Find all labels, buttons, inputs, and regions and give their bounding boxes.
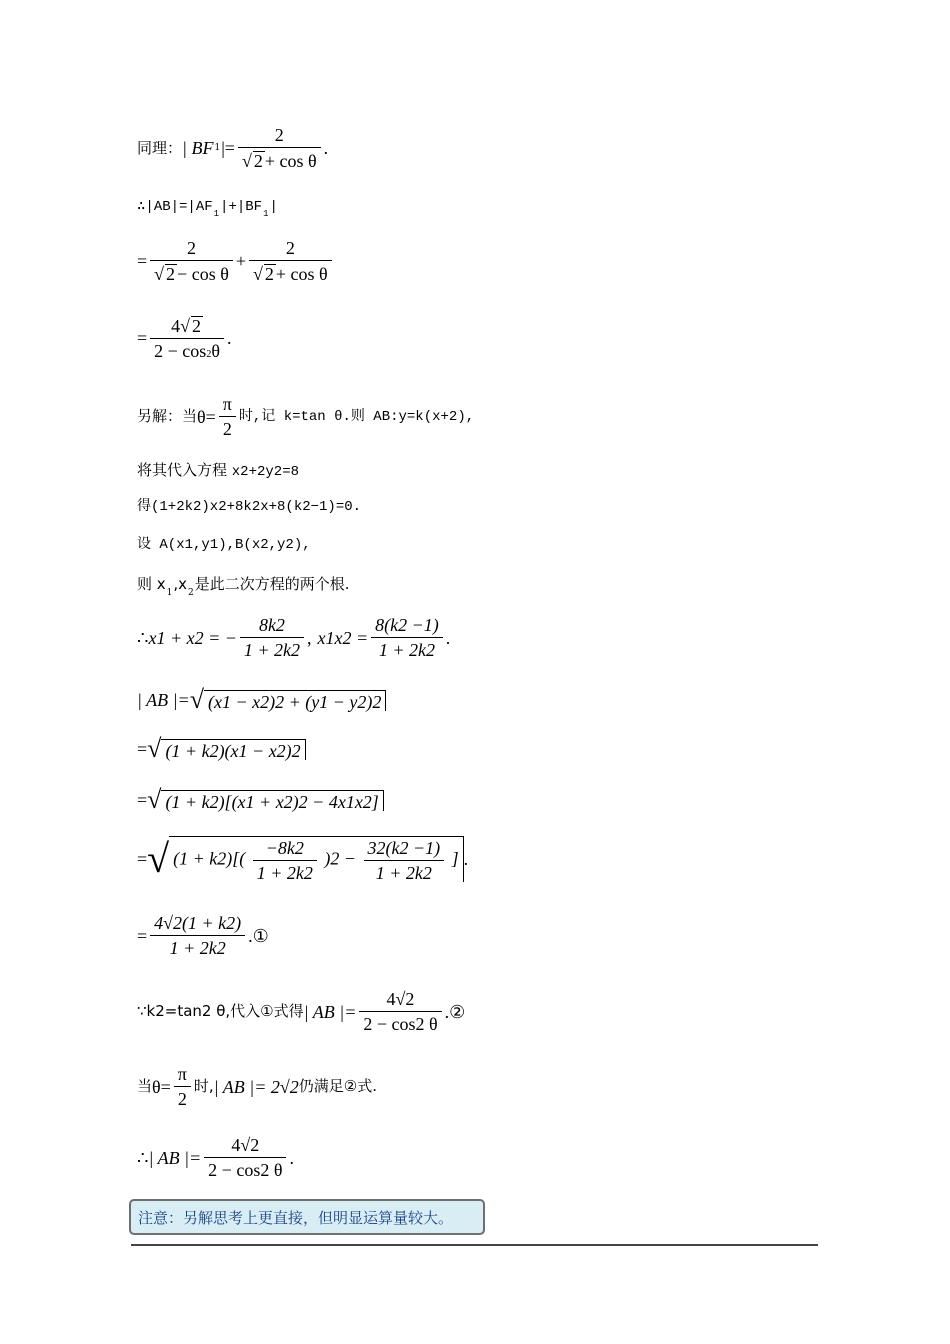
equals: =	[160, 1076, 171, 1097]
text: 是此二次方程的两个根.	[194, 575, 350, 593]
radicand: (x1 − x2)2 + (y1 − y2)2	[204, 690, 386, 711]
lhs: | AB |=	[148, 1147, 202, 1168]
equals: =	[205, 406, 216, 427]
numerator: 32(k2 −1)	[367, 838, 441, 858]
denominator: 2 − cos2 θ	[359, 1011, 441, 1033]
period: .	[323, 138, 329, 158]
numerator: π	[222, 394, 232, 414]
points-line: 设 A(x1,y1),B(x2,y2),	[137, 537, 311, 553]
period: .	[463, 849, 469, 869]
numerator: 2	[186, 238, 196, 258]
text: ∴|AB|=|AF	[137, 199, 213, 215]
text: |	[269, 199, 278, 215]
radicand	[169, 836, 464, 882]
equals: |=	[221, 138, 235, 158]
product: x1x2 =	[317, 627, 369, 648]
fraction	[359, 990, 441, 1033]
fraction	[371, 616, 443, 659]
numerator: 4√2	[386, 989, 415, 1009]
text: ∵k2=tan2 θ,代入①式得	[137, 1002, 304, 1020]
den-rest: + cos θ	[264, 151, 317, 171]
period: .	[226, 328, 232, 348]
sub: 1	[166, 588, 173, 598]
result-2	[137, 990, 465, 1033]
final-result	[137, 1136, 294, 1179]
special-case	[137, 1065, 377, 1108]
den-a: 2 − cos	[154, 341, 207, 361]
result-1	[137, 914, 269, 957]
period: .	[289, 1147, 294, 1168]
fraction	[150, 239, 233, 283]
label-same-reason: 同理：	[137, 138, 183, 157]
text: ,x	[173, 575, 188, 593]
den-rest: − cos θ	[177, 264, 229, 284]
numerator: π	[177, 1064, 187, 1084]
denominator: √ 2 − cos θ	[150, 260, 233, 283]
period-circle-2: .②	[444, 1001, 466, 1022]
equals: =	[137, 925, 148, 946]
numerator: −8k2	[265, 838, 304, 858]
coef: 4	[171, 316, 181, 336]
sub: 2	[188, 588, 194, 598]
comma: ,	[307, 627, 312, 648]
footer-divider	[131, 1244, 818, 1246]
sub: 1	[214, 142, 221, 153]
fraction	[238, 126, 321, 170]
fraction	[249, 239, 332, 283]
equals: =	[137, 849, 148, 869]
numerator: 8(k2 −1)	[375, 615, 439, 635]
numerator: 4√2(1 + k2)	[154, 913, 242, 933]
therefore: ∴	[137, 1147, 149, 1168]
denominator: √ 2 + cos θ	[238, 147, 321, 170]
fraction	[253, 839, 317, 882]
equation: x2+2y2=8	[231, 464, 299, 480]
distance-formula: | AB |= √ (x1 − x2)2 + (y1 − y2)2	[137, 687, 386, 713]
substitute-line	[137, 462, 299, 479]
numerator: 4√2	[231, 1135, 260, 1155]
denominator: 1 + 2k2	[240, 637, 304, 659]
denominator: 1 + 2k2	[371, 637, 443, 659]
theta: θ	[197, 406, 206, 427]
therefore: ∴	[137, 627, 149, 648]
radicand: 2	[264, 264, 274, 284]
numerator: 4√ 2	[171, 316, 201, 336]
text: 时,记 k=tan θ.则 AB:y=k(x+2),	[238, 408, 475, 425]
equals: =	[137, 328, 148, 348]
text: ]	[451, 848, 459, 869]
text: 当	[137, 1077, 153, 1095]
distance-step4: = √ (1 + k2)[( $\frac{-8k2}{1 + 2k2}$ )2 − $\frac{32(k2 -1)}{1 + 2k2}$ ] .	[137, 836, 469, 883]
period: .	[445, 627, 451, 648]
radicand: 2	[166, 264, 176, 284]
radicand: (1 + k2)[(x1 + x2)2 − 4x1x2]	[161, 790, 383, 811]
denominator	[150, 338, 224, 360]
text: 则 x	[137, 575, 166, 593]
roots-line	[137, 576, 350, 598]
lhs: | AB |=	[303, 1001, 357, 1022]
denominator: 2 − cos2 θ	[204, 1157, 286, 1179]
fraction	[204, 1136, 286, 1179]
denominator: 1 + 2k2	[364, 860, 445, 882]
bf-lhs: | BF	[182, 138, 214, 158]
text: 仍满足②式.	[298, 1077, 377, 1095]
denominator: √ 2 + cos θ	[249, 260, 332, 283]
denominator: 1 + 2k2	[253, 860, 317, 882]
lhs: | AB |=	[137, 690, 190, 710]
distance-step3: = √ (1 + k2)[(x1 + x2)2 − 4x1x2]	[137, 787, 384, 813]
numerator: 8k2	[258, 615, 285, 635]
fraction	[150, 914, 245, 957]
text: 将其代入方程	[137, 461, 232, 479]
note-box	[129, 1199, 485, 1235]
equals: =	[137, 739, 148, 759]
sub: 1	[263, 209, 269, 219]
eq-ab-sum	[137, 200, 278, 219]
equals: =	[137, 251, 148, 271]
denominator: 1 + 2k2	[150, 935, 245, 957]
numerator: 2	[285, 238, 295, 258]
lhs: | AB |= 2√2	[213, 1076, 299, 1097]
den-rest: + cos θ	[275, 264, 328, 284]
fraction	[150, 316, 224, 360]
equals: =	[137, 790, 148, 810]
denominator: 2	[174, 1086, 191, 1108]
note-text: 注意：另解思考上更直接，但明显运算量较大。	[138, 1208, 454, 1227]
numerator: 2	[274, 125, 284, 145]
fraction	[364, 839, 445, 882]
text: (1 + k2)[(	[173, 848, 246, 869]
fraction	[174, 1065, 191, 1108]
theta: θ	[152, 1076, 161, 1097]
eq-sum-fractions	[137, 239, 335, 283]
vieta-line	[137, 616, 450, 659]
alt-solution-intro	[137, 395, 474, 438]
den-b: θ	[211, 341, 220, 361]
denominator: 2	[219, 416, 236, 438]
text: 时,	[193, 1077, 214, 1095]
fraction	[240, 616, 304, 659]
text: |+|BF	[220, 199, 263, 215]
sub: 1	[213, 209, 220, 219]
plus: +	[235, 251, 246, 271]
quadratic-line: 得(1+2k2)x2+8k2x+8(k2−1)=0.	[137, 499, 362, 515]
sup: 2	[206, 349, 212, 360]
eq-ab-result	[137, 316, 231, 360]
period-circle-1: .①	[248, 925, 269, 946]
sum: x1 + x2 = −	[148, 627, 237, 648]
eq-bf1	[137, 126, 328, 170]
text: )2 −	[324, 848, 357, 869]
radicand: 2	[253, 151, 263, 171]
radicand: 2	[191, 316, 201, 336]
radicand: (1 + k2)(x1 − x2)2	[161, 739, 305, 760]
fraction	[219, 395, 236, 438]
distance-step2: = √ (1 + k2)(x1 − x2)2	[137, 736, 306, 762]
text: 另解：当	[137, 407, 198, 425]
